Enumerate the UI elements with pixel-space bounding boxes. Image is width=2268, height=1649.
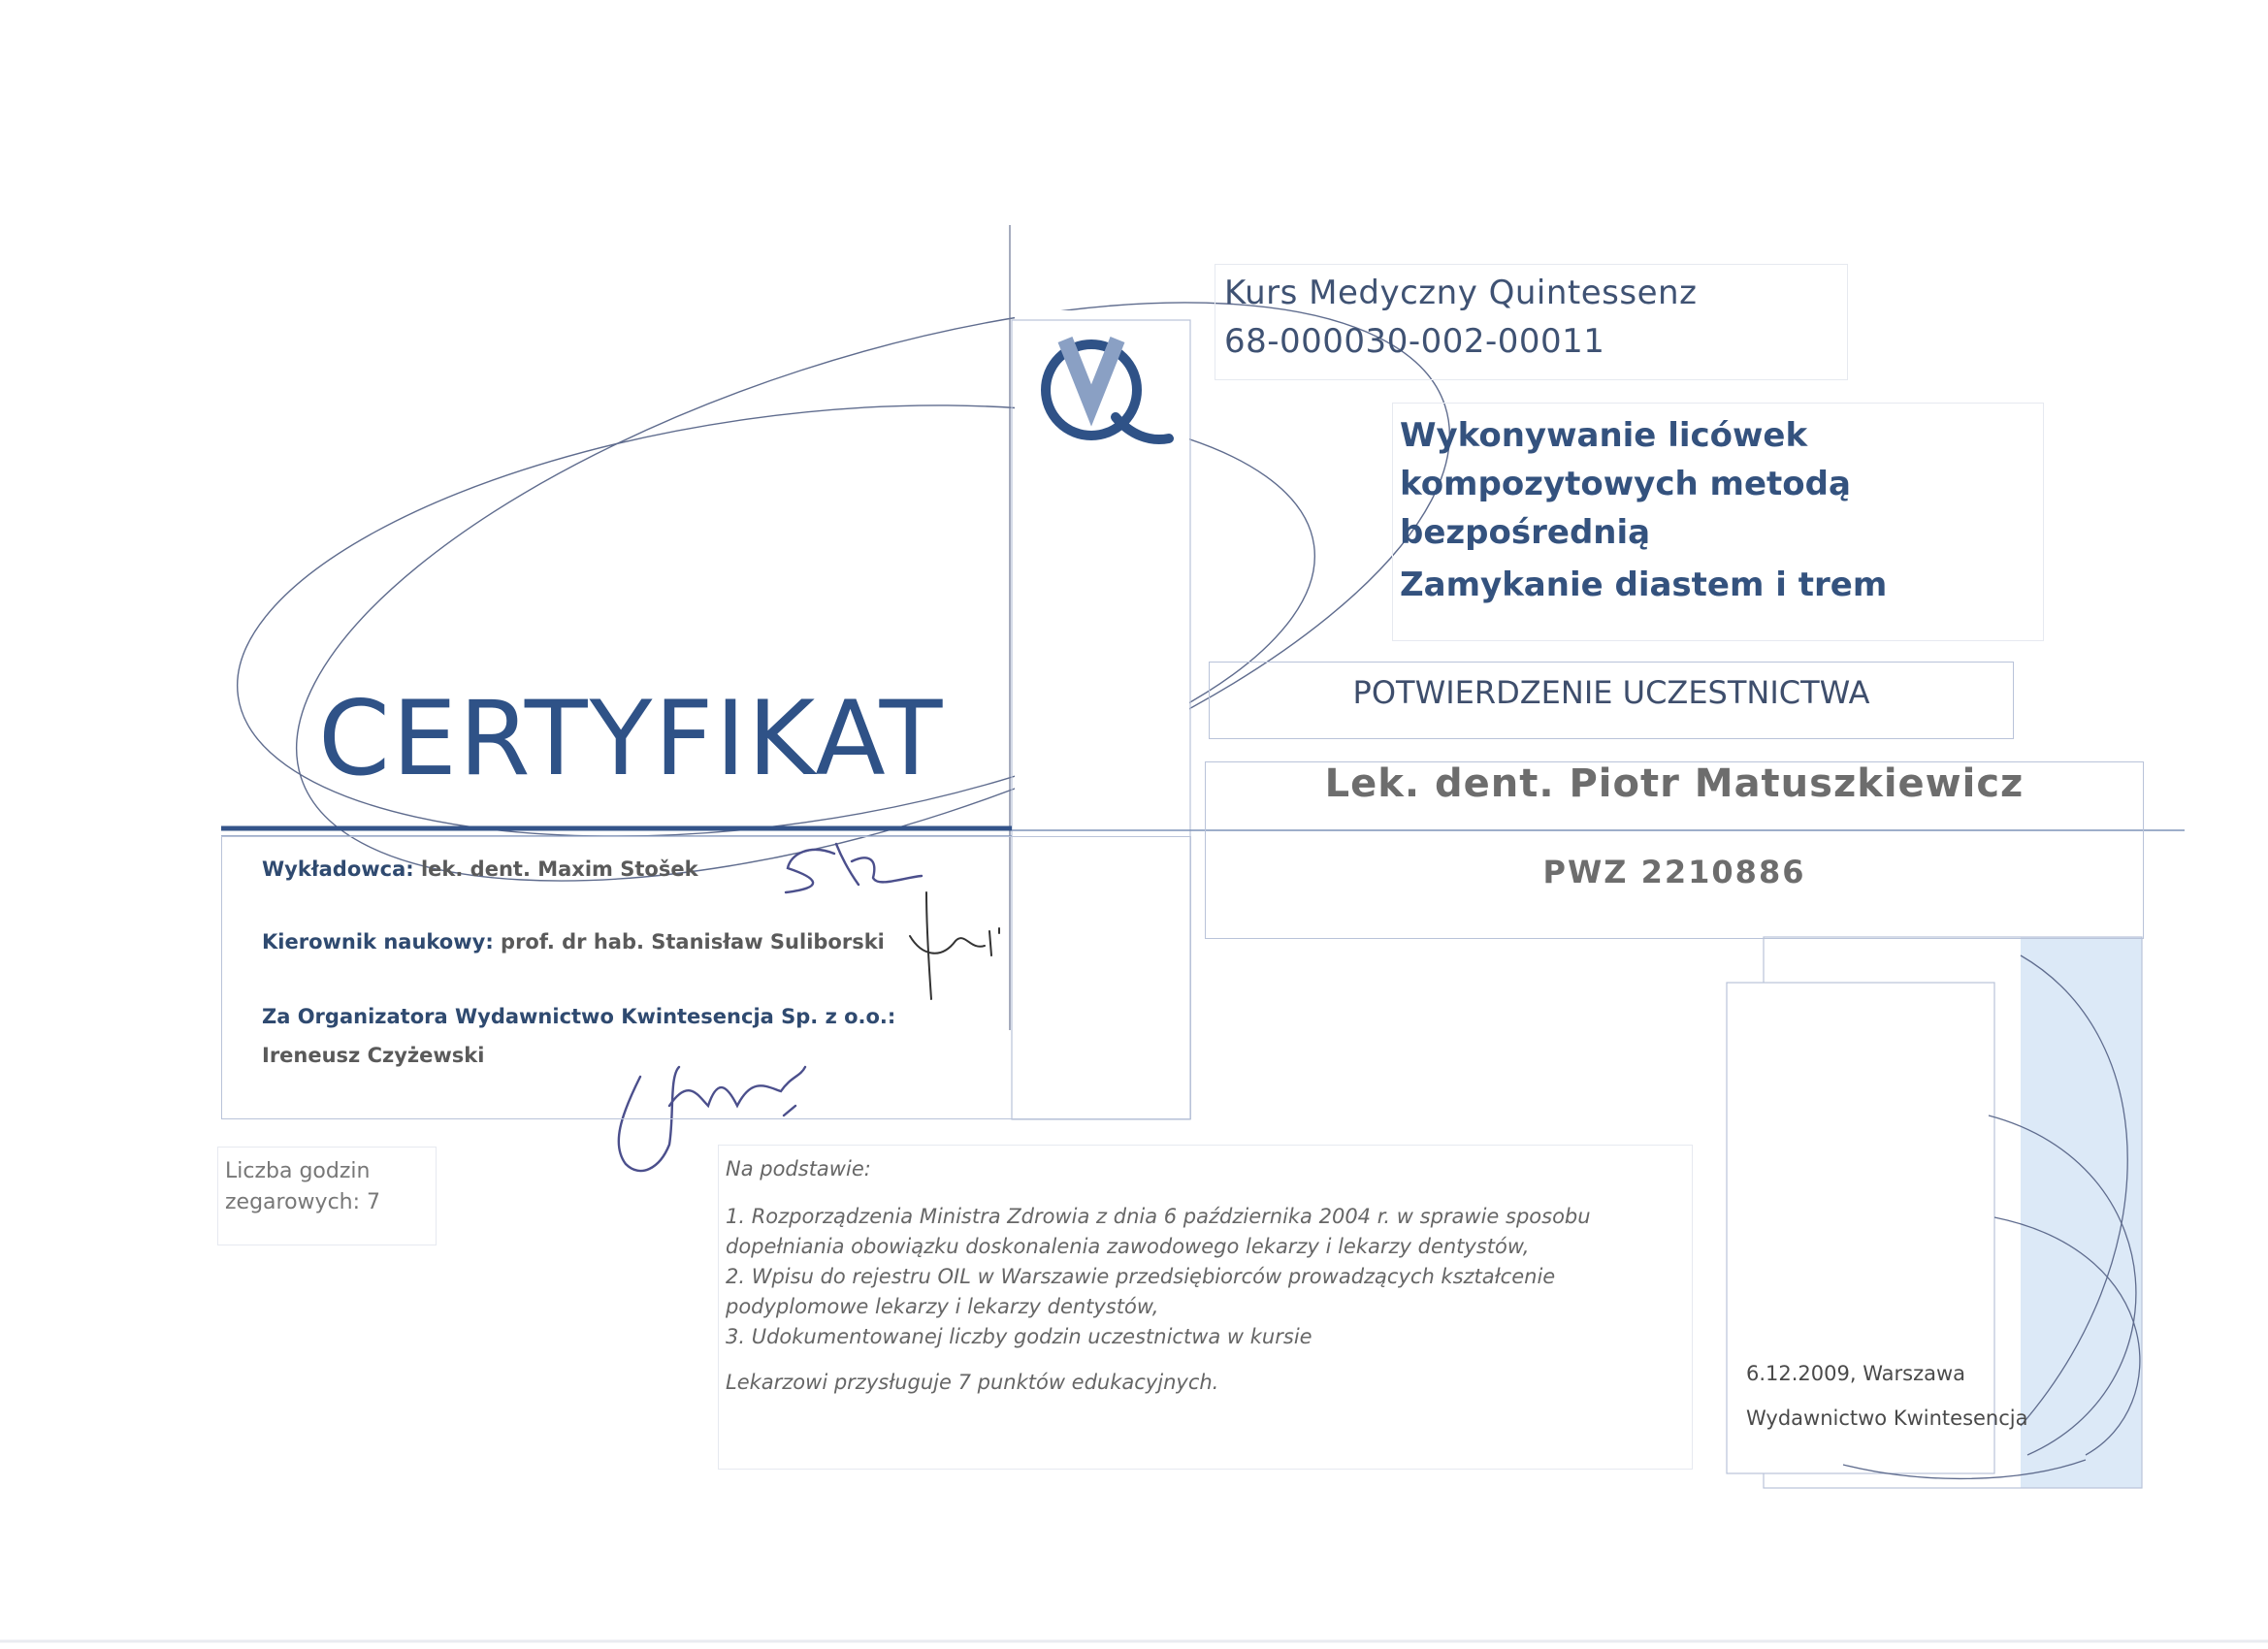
basis-item: 2. Wpisu do rejestru OIL w Warszawie przedsiębiorców prowadzących kształcenie [726, 1265, 1556, 1288]
director-label: Kierownik naukowy: [262, 930, 494, 954]
basis-points: Lekarzowi przysługuje 7 punktów edukacyjnych. [726, 1371, 1219, 1394]
basis-item: podyplomowe lekarzy i lekarzy dentystów, [726, 1295, 1159, 1318]
course-name: Kurs Medyczny Quintessenz [1224, 274, 1698, 312]
course-code: 68-000030-002-00011 [1224, 322, 1605, 361]
participant-pwz: PWZ 2210886 [1542, 854, 1806, 890]
lecturer-value: lek. dent. Maxim Stošek [420, 857, 698, 881]
basis-item: dopełniania obowiązku doskonalenia zawodowego lekarzy i lekarzy dentystów, [726, 1235, 1530, 1258]
participant-name: Lek. dent. Piotr Matuszkiewicz [1324, 761, 2025, 806]
issue-publisher: Wydawnictwo Kwintesencja [1746, 1406, 2028, 1430]
basis-item: 3. Udokumentowanej liczby godzin uczestnictwa w kursie [726, 1325, 1312, 1348]
lecturer-row [262, 857, 698, 881]
organizer-value: Ireneusz Czyżewski [262, 1044, 485, 1067]
lecturer-label: Wykładowca: [262, 857, 414, 881]
legal-basis [726, 1154, 1696, 1398]
course-title [1400, 411, 2001, 557]
director-value: prof. dr hab. Stanisław Suliborski [501, 930, 885, 954]
course-title-line: bezpośrednią [1400, 513, 1651, 552]
issue-date-place: 6.12.2009, Warszawa [1746, 1362, 1966, 1385]
director-row [262, 930, 885, 954]
course-title-line: Wykonywanie licówek [1400, 416, 1808, 455]
confirmation-label: POTWIERDZENIE UCZESTNICTWA [1209, 662, 2014, 739]
hours-line: Liczba godzin [225, 1159, 371, 1183]
hours-info [225, 1156, 419, 1218]
organizer-row [262, 1044, 484, 1067]
basis-intro: Na podstawie: [726, 1157, 871, 1180]
organizer-label: Za Organizatora Wydawnictwo Kwintesencja Sp. z o.o.: [262, 1005, 896, 1028]
course-subtitle: Zamykanie diastem i trem [1400, 566, 1888, 604]
certificate-title: CERTYFIKAT [318, 679, 945, 798]
course-title-line: kompozytowych metodą [1400, 465, 1851, 503]
basis-item: 1. Rozporządzenia Ministra Zdrowia z dnia 6 października 2004 r. w sprawie sposobu [726, 1205, 1591, 1228]
hours-line: zegarowych: 7 [225, 1190, 381, 1214]
